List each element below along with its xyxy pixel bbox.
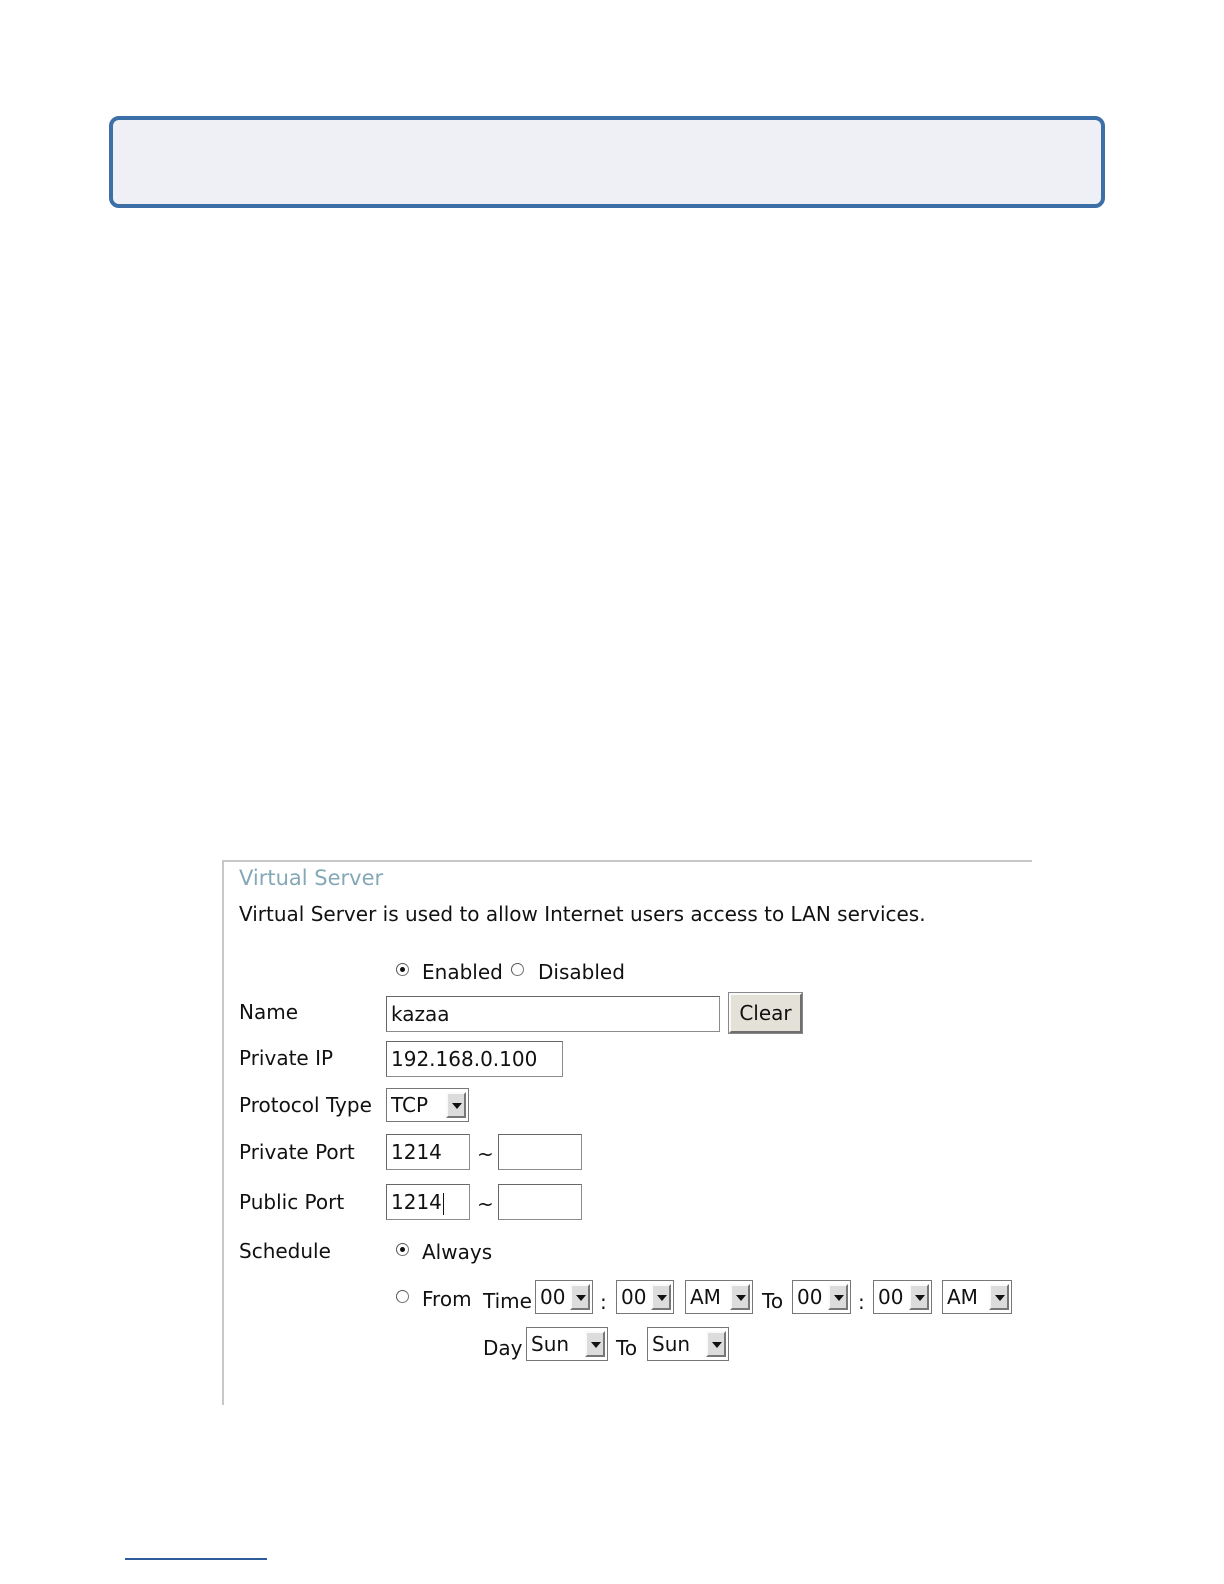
- start-hour-select[interactable]: [535, 1280, 593, 1314]
- start-day-value: Sun: [531, 1332, 570, 1356]
- chevron-down-icon[interactable]: [585, 1331, 605, 1357]
- enabled-label: Enabled: [422, 960, 503, 984]
- virtual-server-description: Virtual Server is used to allow Internet users access to LAN services.: [239, 902, 926, 926]
- chevron-down-icon[interactable]: [989, 1284, 1009, 1310]
- private-port-end-input[interactable]: [498, 1134, 582, 1170]
- schedule-label: Schedule: [239, 1239, 331, 1263]
- panel-left-border: [222, 860, 224, 1405]
- virtual-server-title: Virtual Server: [239, 866, 384, 890]
- public-port-start-input[interactable]: [386, 1184, 470, 1220]
- chevron-down-icon[interactable]: [706, 1331, 726, 1357]
- schedule-from-radio[interactable]: [396, 1290, 409, 1303]
- text-cursor: [443, 1193, 444, 1215]
- end-ampm-select[interactable]: [942, 1280, 1012, 1314]
- start-day-select[interactable]: [526, 1327, 608, 1361]
- chevron-down-icon[interactable]: [828, 1284, 848, 1310]
- private-port-start-input[interactable]: 1214: [386, 1134, 470, 1170]
- disabled-radio[interactable]: [511, 963, 524, 976]
- end-hour-select[interactable]: [792, 1280, 851, 1314]
- private-port-separator: ~: [477, 1142, 494, 1166]
- public-port-separator: ~: [477, 1192, 494, 1216]
- start-time-colon: :: [600, 1290, 607, 1314]
- panel-top-border: [222, 860, 1032, 862]
- private-ip-input[interactable]: 192.168.0.100: [386, 1041, 563, 1077]
- schedule-day-to-label: To: [616, 1336, 638, 1360]
- protocol-type-value: TCP: [391, 1093, 429, 1117]
- protocol-type-select[interactable]: [386, 1088, 469, 1122]
- chevron-down-icon[interactable]: [909, 1284, 929, 1310]
- end-time-colon: :: [858, 1290, 865, 1314]
- public-port-start-value: 1214: [391, 1190, 442, 1214]
- footer-rule: [125, 1558, 267, 1560]
- end-day-value: Sun: [652, 1332, 691, 1356]
- schedule-time-to-label: To: [762, 1289, 784, 1313]
- public-port-label: Public Port: [239, 1190, 345, 1214]
- chevron-down-icon[interactable]: [570, 1284, 590, 1310]
- protocol-type-label: Protocol Type: [239, 1093, 372, 1117]
- virtual-server-screenshot: [222, 860, 1032, 1405]
- start-ampm-value: AM: [690, 1285, 721, 1309]
- name-input[interactable]: kazaa: [386, 996, 720, 1032]
- enabled-radio[interactable]: [396, 963, 409, 976]
- schedule-from-label: From: [422, 1287, 472, 1311]
- chevron-down-icon[interactable]: [651, 1284, 671, 1310]
- private-port-label: Private Port: [239, 1140, 355, 1164]
- start-minute-select[interactable]: [616, 1280, 674, 1314]
- schedule-always-label: Always: [422, 1240, 493, 1264]
- end-minute-value: 00: [878, 1285, 904, 1309]
- end-day-select[interactable]: [647, 1327, 729, 1361]
- name-label: Name: [239, 1000, 299, 1024]
- clear-button[interactable]: Clear: [729, 993, 802, 1033]
- disabled-label: Disabled: [538, 960, 625, 984]
- chevron-down-icon[interactable]: [730, 1284, 750, 1310]
- start-minute-value: 00: [621, 1285, 647, 1309]
- section-header-box: [109, 116, 1105, 208]
- schedule-time-label: Time: [483, 1289, 532, 1313]
- public-port-end-input[interactable]: [498, 1184, 582, 1220]
- end-minute-select[interactable]: [873, 1280, 932, 1314]
- start-hour-value: 00: [540, 1285, 566, 1309]
- private-ip-label: Private IP: [239, 1046, 334, 1070]
- start-ampm-select[interactable]: [685, 1280, 753, 1314]
- end-ampm-value: AM: [947, 1285, 978, 1309]
- schedule-always-radio[interactable]: [396, 1243, 409, 1256]
- end-hour-value: 00: [797, 1285, 823, 1309]
- schedule-day-label: Day: [483, 1336, 523, 1360]
- chevron-down-icon[interactable]: [446, 1092, 466, 1118]
